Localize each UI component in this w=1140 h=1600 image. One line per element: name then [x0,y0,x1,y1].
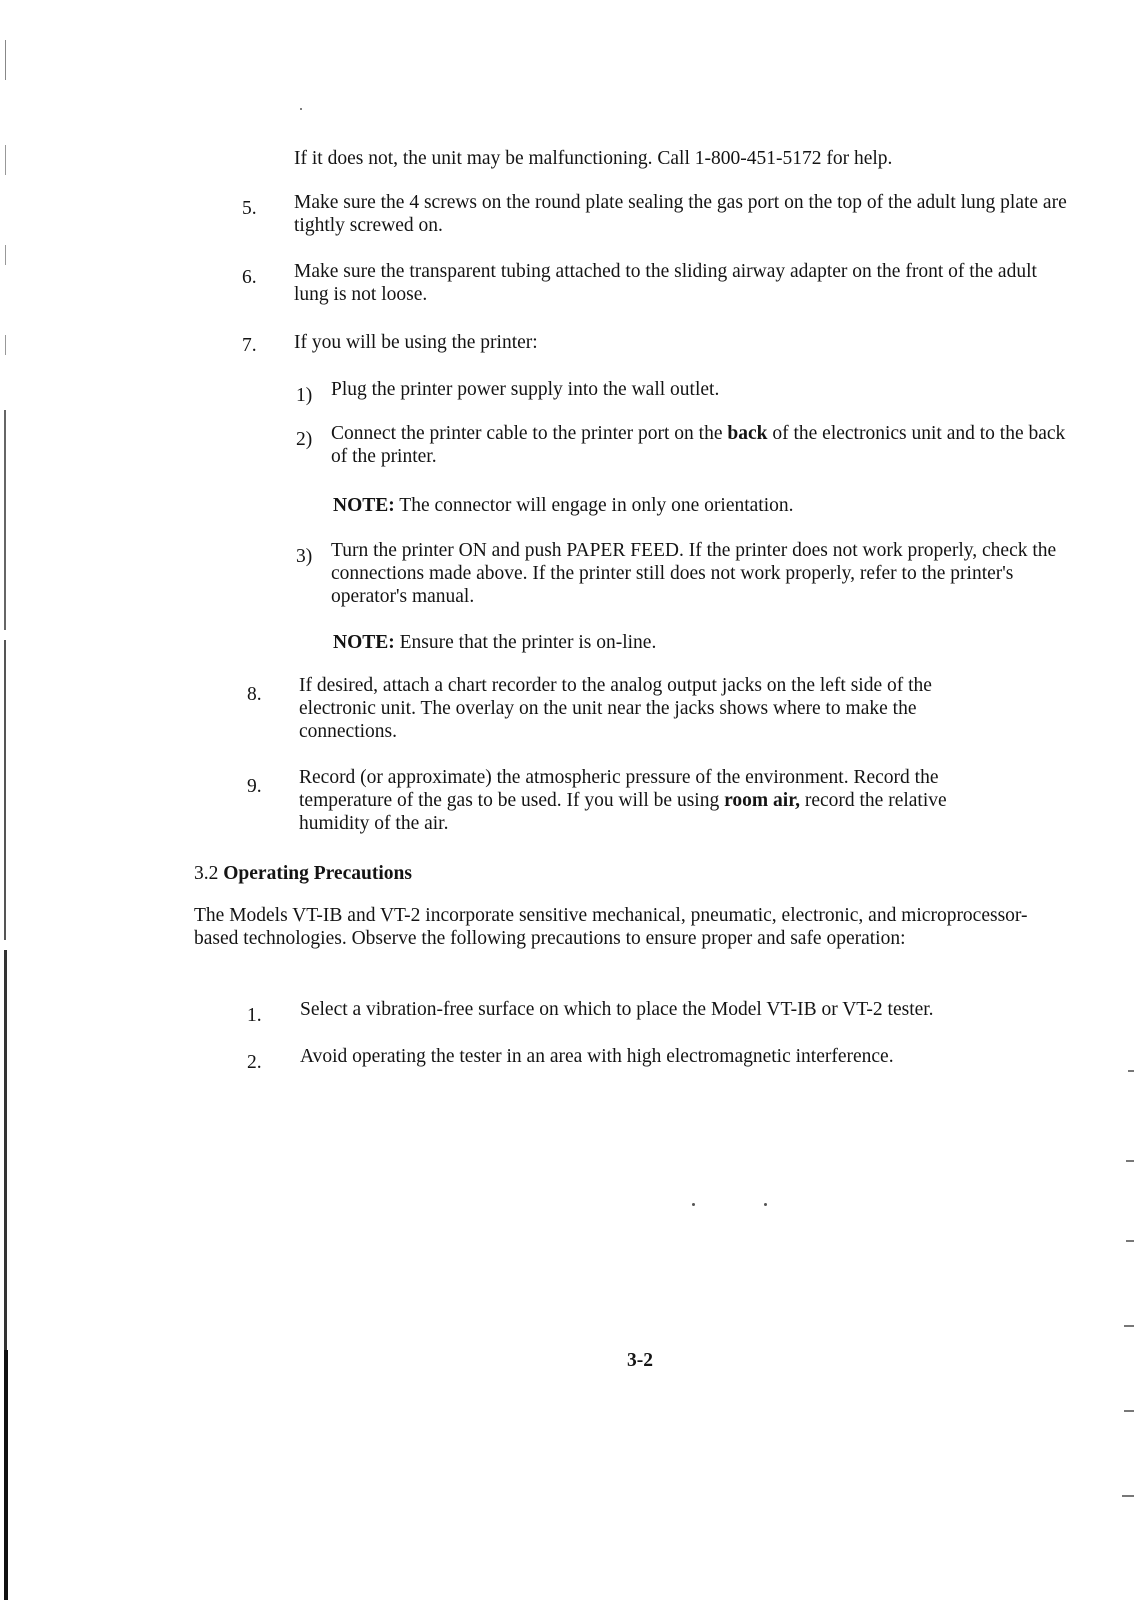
intro-line: If it does not, the unit may be malfunctioning. Call 1-800-451-5172 for help. [294,148,893,169]
step-text: Make sure the 4 screws on the round plate sealing the gas port on the top of the adult lung plate are tightly screwed on. [294,192,1067,236]
note-label: NOTE: [333,632,395,653]
substep-text-part: Connect the printer cable to the printer port on the [331,423,728,444]
note-label: NOTE: [333,495,395,516]
step-text: If you will be using the printer: [294,332,538,353]
page-number: 3-2 [627,1350,653,1371]
precaution-number: 1. [247,1005,262,1026]
section-title: Operating Precautions [223,863,412,884]
precaution-number: 2. [247,1052,262,1073]
step-bold-word: room air, [724,790,800,811]
substep-text-part: of the electronics unit and to the back of the printer. [331,423,1066,467]
substep-text: Plug the printer power supply into the wall outlet. [331,379,720,400]
edge-mark [1126,1240,1134,1242]
step-text: If desired, attach a chart recorder to the analog output jacks on the left side of the electronic unit. The overlay on the unit near the jacks shows where to make the connections. [299,675,932,742]
edge-mark [1122,1495,1134,1497]
substep-number: 1) [296,385,313,406]
note-text: Ensure that the printer is on-line. [399,632,657,653]
section-heading [194,862,794,885]
note [333,494,1073,517]
scan-speck [692,1203,695,1206]
scan-speck [300,108,302,110]
substep-bold-word: back [727,423,768,444]
step-text: Make sure the transparent tubing attached to the sliding airway adapter on the front of the adult lung is not loose. [294,261,1037,305]
step-number: 7. [242,335,257,356]
edge-mark [1128,1070,1134,1072]
edge-mark [1124,1410,1134,1412]
substep-text: Turn the printer ON and push PAPER FEED. If the printer does not work properly, check the connections made above. If the printer still does not work properly, refer to the printer's operator's manual. [331,540,1057,607]
substep-number: 3) [296,546,313,567]
step-number: 9. [247,776,262,797]
section-number: 3.2 [194,863,219,884]
note-text: The connector will engage in only one orientation. [399,495,794,516]
edge-mark [1126,1160,1134,1162]
note [333,631,1073,654]
precaution-text: Select a vibration-free surface on which to place the Model VT-IB or VT-2 tester. [300,999,934,1020]
scan-edge-artifact [2,0,8,1600]
step-number: 5. [242,198,257,219]
scan-speck [764,1203,767,1206]
substep-text [331,422,1071,468]
substep-number: 2) [296,429,313,450]
precaution-text: Avoid operating the tester in an area with high electromagnetic interference. [300,1046,894,1067]
step-number: 6. [242,267,257,288]
edge-mark [1124,1325,1134,1327]
step-text-part: record the relative humidity of the air. [299,790,947,834]
step-number: 8. [247,684,262,705]
section-intro: The Models VT-IB and VT-2 incorporate sensitive mechanical, pneumatic, electronic, and microprocessor-based technologies. Observe the following precautions to ensure proper and safe operation: [194,905,1028,949]
step-text-part: Record (or approximate) the atmospheric pressure of the environment. Record the temperature of the gas to be used. If you will be using [299,767,939,811]
step-text [299,766,1019,835]
